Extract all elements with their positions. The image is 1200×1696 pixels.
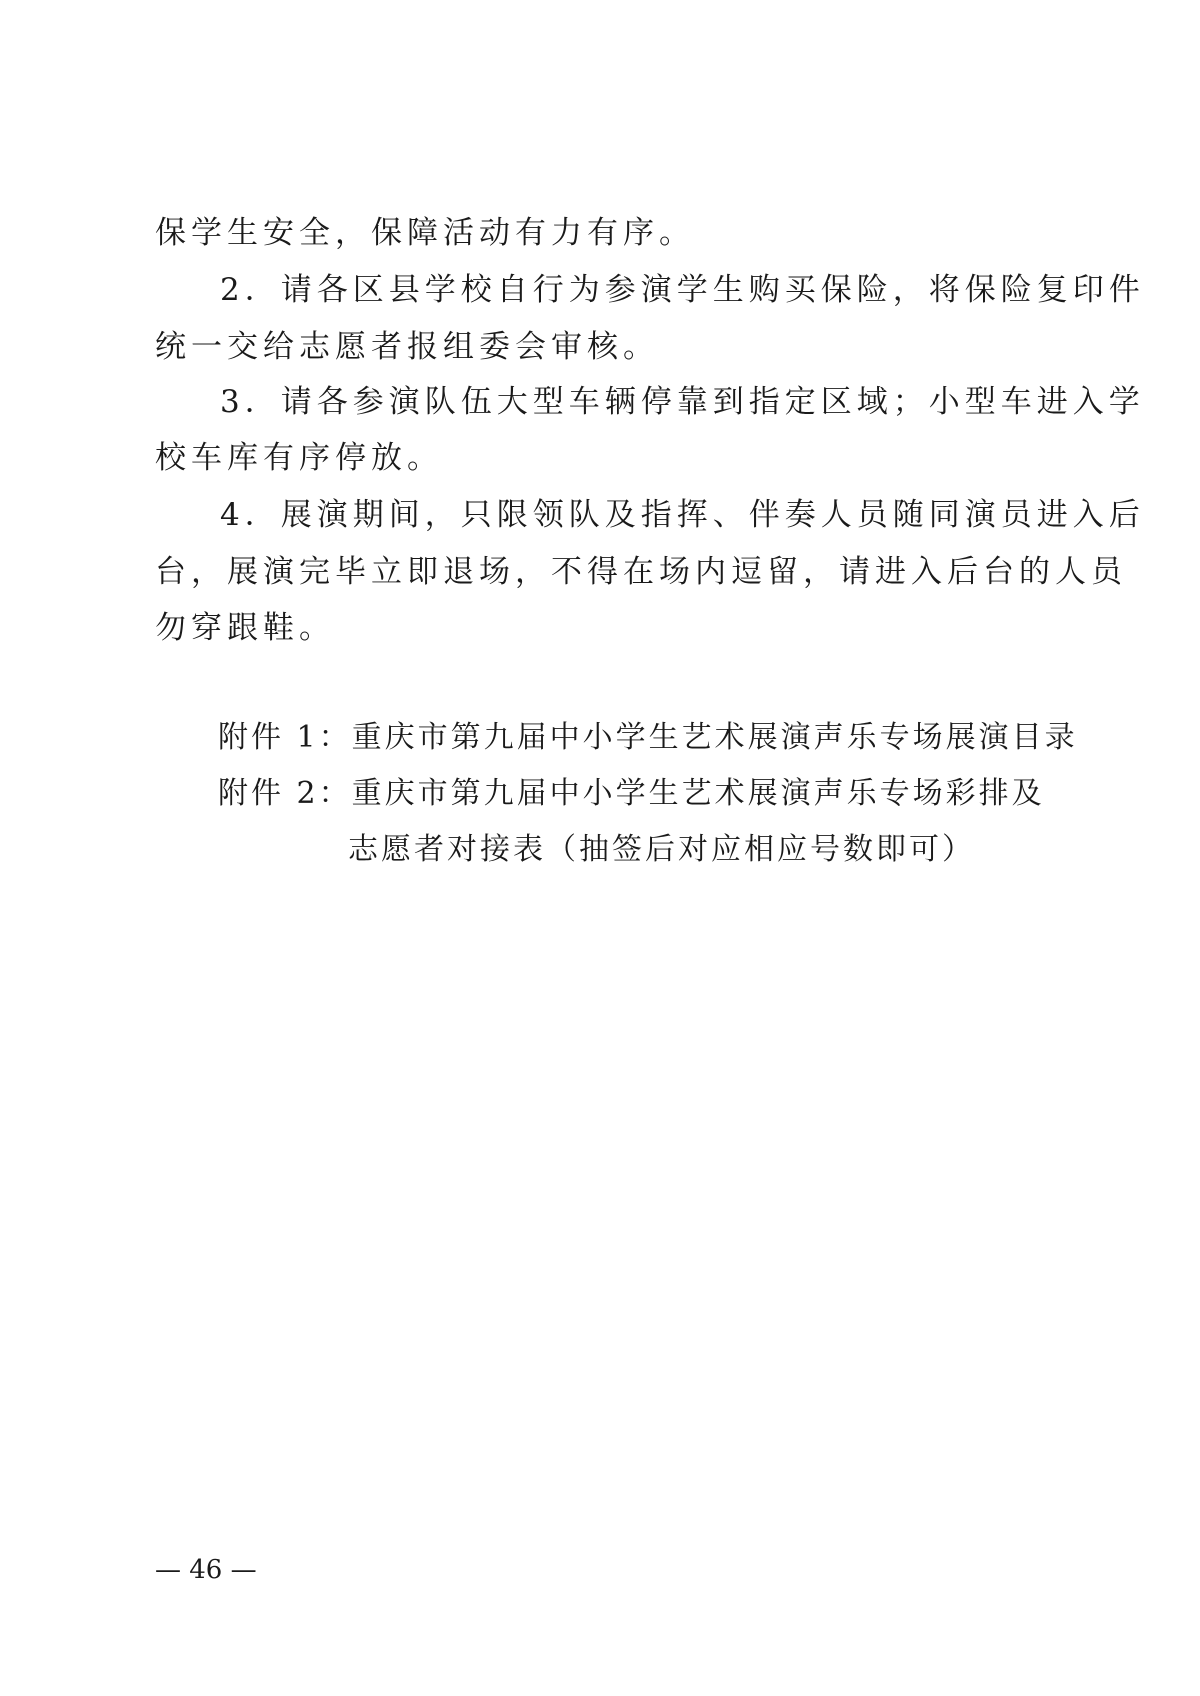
attachment-2: 附件 2：重庆市第九届中小学生艺术展演声乐专场彩排及 <box>218 776 1045 811</box>
paragraph-line: 2．请各区县学校自行为参演学生购买保险，将保险复印件 <box>220 272 1145 308</box>
paragraph-line: 3．请各参演队伍大型车辆停靠到指定区域；小型车进入学 <box>220 384 1145 420</box>
paragraph-line: 4．展演期间，只限领队及指挥、伴奏人员随同演员进入后 <box>220 497 1145 533</box>
paragraph-line: 台，展演完毕立即退场，不得在场内逗留，请进入后台的人员 <box>155 554 1127 590</box>
page-number: — 46 — <box>155 1555 257 1585</box>
attachment-2-continuation: 志愿者对接表（抽签后对应相应号数即可） <box>348 832 975 867</box>
paragraph-line: 保学生安全，保障活动有力有序。 <box>155 215 695 251</box>
attachment-1: 附件 1：重庆市第九届中小学生艺术展演声乐专场展演目录 <box>218 720 1078 755</box>
paragraph-line: 校车库有序停放。 <box>155 440 443 476</box>
paragraph-line: 勿穿跟鞋。 <box>155 610 335 646</box>
paragraph-line: 统一交给志愿者报组委会审核。 <box>155 329 659 365</box>
